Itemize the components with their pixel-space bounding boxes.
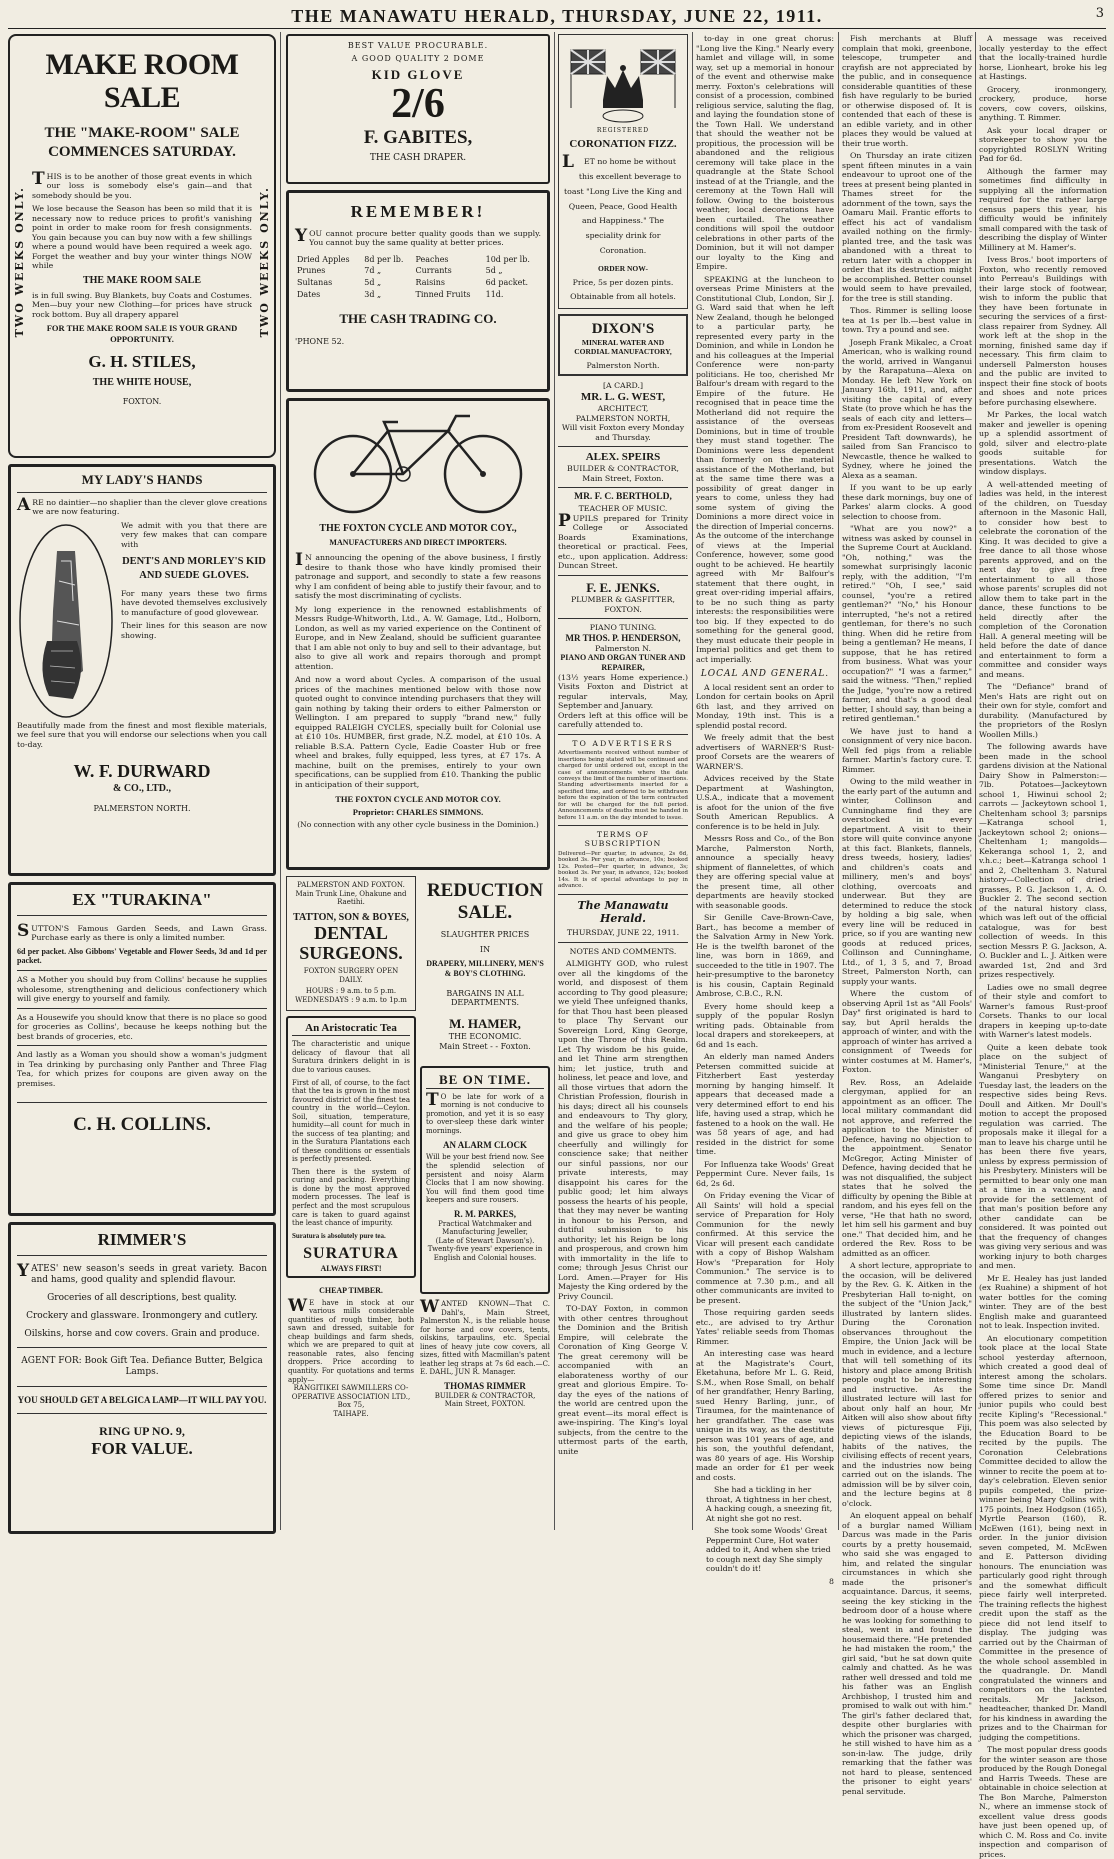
col4-p3: A local resident sent an order to London for certain books on April 6th last, and they arrived on Monday, 19th inst. This is a splendid postal record. xyxy=(696,682,834,730)
ad-gabites xyxy=(286,34,550,184)
col5-p11: A short lecture, appropriate to the occasion, will be delivered by the Rev. G. K. Aitken in the Presbyterian Hall to-night, on the subject of the "Union Jack," illustrated by lantern slides. During the Coronation observances throughout the Empire, the Union Jack will be much in evidence, and a lecture that will tell something of its history and place among British people ought to be interesting and instructive. As the illustrated lecture will last for about only half an hour, Mr Aitken will also show about fifty views of picturesque Fiji, depicting views of the islands, habits of the natives, the civilising effects of recent years, and the industries now being carried out on the islands. The admission will be by silver coin, and the lecture begins at 8 o'clock. xyxy=(842,1261,972,1508)
col4-verse-1: She had a tickling in her throat, A tightness in her chest, A hacking cough, a sneezing fit, At night she got no rest. xyxy=(706,1485,833,1523)
cash-trading-phone: 'PHONE 52. xyxy=(295,336,345,346)
masthead-rule xyxy=(8,28,1106,29)
col4-p2: SPEAKING at the luncheon to overseas Prime Ministers at the Constitutional Club, London, Sir J. G. Ward said that when he left New Zealand, though he belonged to a particular party, he represented every party in the Dominion, and while in London he and his colleagues at the Imperial Conference were non-party politicians. He too, cherished Mr Balfour's dream with regard to the Empire of the future. He recognised that in peace time the Motherland did not require the assistance of the overseas Dominions, but in time of trouble they must stand together. The Dominions were less dependent than formerly on the material assistance of the Motherland, but at the same time there was a possibility of great danger in years to come, unless they had some system of giving the Dominions a more direct voice in the direction of Imperial concerns. As the outcome of the interchange of views at the Imperial Conference, however, some good ought to be achieved. He heartily agreed with Mr Balfour's statement that there ought, in great over-riding imperial affairs, to be no such thing as party interests: the responsibilities were too big. If they expected to do something for the general good, they must educate their people in Imperial politics and get them to act imperially. xyxy=(696,274,834,664)
col5-p1: Fish merchants at Bluff complain that moki, greenbone, telescope, trumpeter and crayfish are not appreciated by the public, and in consequence considerable quantities of these fish have regularly to be buried or otherwise disposed of. It is contended that each of these is an edible variety, and in other places they would be valued at their true worth. xyxy=(842,34,972,148)
ad-jenks xyxy=(558,580,688,615)
gabites-l2: A GOOD QUALITY 2 DOME xyxy=(351,53,485,63)
cash-trading-title: REMEMBER! xyxy=(350,202,486,221)
col6-p14: The most popular dress goods for the winter season are those produced by the Rough Donegal and Harris Tweeds. These are obtainable in choice selection at The Bon Marche, Palmerston N., where an immense stock of excellent value dress goods have just been opened up, of which C. M. Ross and Co. invite inspection and comparison of prices. xyxy=(979,1745,1107,1859)
gabites-l3: KID GLOVE xyxy=(371,66,465,82)
suratura-brand: SURATURA xyxy=(303,1245,399,1263)
gabites-l1: BEST VALUE PROCURABLE. xyxy=(347,41,489,50)
item-cell: Dried Apples xyxy=(297,254,350,264)
dahl-notice: WANTED KNOWN—That C. Dahl's, Main Street, Palmerston N., is the reliable house for horse and cow covers, tents, oilskins, tarpaulins, etc. Special lines of heavy jute cow covers, all sizes, fitted with Macmillan's patent leather leg straps at 7s 6d each.—C. E. DAHL, JUN R. Manager. xyxy=(420,1297,550,1377)
column-divider xyxy=(838,32,839,1530)
col5-p2: On Thursday an irate citizen spent fifteen minutes in a vain endeavour to uproot one of the trees at present being planted in Thames street for the adornment of the town, says the Oamaru Mail. Frantic efforts to effect his act of vandalism availed nothing on the firmly-planted tree, and the task was abandoned with a threat to return later with a chopper in order that its destruction might be accomplished. Better counsel would seem to have prevailed, for the tree is still standing. xyxy=(842,151,972,303)
col6-p2: Grocery, ironmongery, crockery, produce, horse covers, cow covers, oilskins, anything. T. Rimmer. xyxy=(979,84,1107,122)
ad-cash-trading xyxy=(286,190,550,392)
column-divider xyxy=(280,32,281,1530)
tatton-l2: Main Trunk Line, Ohakune and Raetihi. xyxy=(295,889,407,907)
item-cell: Dates xyxy=(297,289,321,299)
item-cell: Sultanas xyxy=(297,278,333,288)
henderson-name: MR THOS. P. HENDERSON, xyxy=(565,632,681,643)
suratura-p2: First of all, of course, to the fact that the tea is grown in the most favoured district of the finest tea country in the world—Ceylon. Soil, situation, temperature, humidity—all count for much in the success of tea planting; and in the Suratura Plantations each of these conditions or essentials is perfectly presented. xyxy=(292,1078,410,1164)
gabites-sub: THE CASH DRAPER. xyxy=(369,152,467,163)
ad-rimmer xyxy=(8,1222,276,1534)
price-row xyxy=(295,265,541,277)
parkes-alarm: AN ALARM CLOCK xyxy=(442,1139,527,1150)
berthold-p1: PUPILS prepared for Trinity College or Associated Boards Examinations, theoretical or practical. Fees, etc., upon application. Address: Duncan Street. xyxy=(558,510,688,571)
rimmer-line-2: Crockery and glassware. Ironmongery and cutlery. xyxy=(26,1310,258,1321)
durward-firm: W. F. DURWARD xyxy=(73,761,211,782)
ad-collins xyxy=(8,882,276,1216)
masthead: THE MANAWATU HERALD, THURSDAY, JUNE 22, 1911. xyxy=(291,6,823,26)
make-room-sale-banner: MAKE ROOM SALE xyxy=(45,48,239,114)
fizz-hotels: Obtainable from all hotels. xyxy=(570,291,676,301)
fizz-price: Price, 5s per dozen pints. xyxy=(572,278,674,288)
berthold-title: TEACHER OF MUSIC. xyxy=(578,504,668,514)
hamer-firm: M. HAMER, xyxy=(449,1016,521,1032)
parkes-exp: Twenty-five years' experience in English and Colonial houses. xyxy=(427,1245,543,1262)
col4-p9: An elderly man named Anders Petersen committed suicide at Fitzherbert East yesterday morning by hanging himself. It appears that deceased made a very determined effort to end his life, having used a strap, which he fastened to a hook on the wall. He was 58 years of age, and had resided in the district for some time. xyxy=(696,1052,834,1157)
rimmer-title: RIMMER'S xyxy=(17,1230,267,1256)
durward-brand: DENT'S AND MORLEY'S KID AND SUEDE GLOVES. xyxy=(122,556,266,581)
hamer-sub: SLAUGHTER PRICES xyxy=(440,929,530,939)
ad-berthold xyxy=(558,492,688,570)
col6-p11: Quite a keen debate took place on the subject of "Ministerial Tenure," at the Wanganui Presbytery on Tuesday last, the leaders on the respective sides being Revs. Doull and Aitken. Mr Doull's motion to accept the proposed regulation was carried. The proposals make it illegal for a man to leave his charge until he has been there five years, unless by express permission of his Presbytery. Ministers will be permitted to bear only one man at a time in a vacancy, and provide for the settlement of that man's position before any other candidate can be considered. It was pointed out that the frequency of changes was giving very serious and was working injury to both charges and men. xyxy=(979,1042,1107,1270)
ad-speirs xyxy=(558,451,688,483)
durward-p4: Their lines for this season are now showing. xyxy=(121,621,267,640)
stiles-house: THE WHITE HOUSE, xyxy=(92,376,192,388)
gabites-price: 2/6 xyxy=(391,81,445,128)
rimmer-p1: YATES' new season's seeds in great variety. Bacon and hams, good quality and splendid flavour. xyxy=(17,1260,267,1285)
column-4 xyxy=(696,34,834,1586)
col5-p12: An eloquent appeal on behalf of a burglar named William Darcus was made in the Paris courts by a pretty housemaid, who said she was engaged to him, and related the singular circumstances in which she made the prisoner's acquaintance. Darcus, it seems, seeing the key sticking in the bedroom door of a house where he was looking for something to steal, went in and found the housemaid there. "He pretended he had mistaken the room," the girl said, "but he sat down quite calmly and chatted. As he was rather well dressed and told me his father was an English Archbishop, I trusted him and promised to walk out with him." The girl's father declared that, despite other burglaries with which the prisoner was charged, he still wished to have him as a son-in-law. The judge, drily remarking that the father was not hard to please, sentenced the prisoner to eight years' penal servitude. xyxy=(842,1511,972,1796)
henderson-p1: (13½ years Home experience.) Visits Foxton and District at regular intervals, May, September and January. xyxy=(558,672,688,711)
advertisers-title: TO ADVERTISERS xyxy=(572,738,674,748)
subscription-title: TERMS OF SUBSCRIPTION xyxy=(584,829,662,849)
henderson-town: Palmerston N. xyxy=(595,643,651,653)
stiles-p1: THIS is to be another of those great events in which our loss is somebody else's gain—and that somebody should be you. xyxy=(32,168,252,200)
price-cell: 7d „ xyxy=(364,266,382,276)
suratura-p3: Then there is the system of curing and packing. Everything is done by the most approved modern processes. The leaf is perfect and the most scrupulous care is taken to guard against the least chance of impurity. xyxy=(292,1167,410,1228)
jenks-title: PLUMBER & GASFITTER, xyxy=(570,595,676,605)
suratura-title: An Aristocratic Tea xyxy=(292,1022,410,1036)
tatton-firm: TATTON, SON & BOYES, xyxy=(293,911,409,923)
cycle-sub: MANUFACTURERS AND DIRECT IMPORTERS. xyxy=(329,537,507,547)
price-cell: 10d per lb. xyxy=(485,254,530,264)
price-row xyxy=(295,277,541,289)
ad-hamer xyxy=(420,876,550,1066)
price-cell: 11d. xyxy=(485,289,504,299)
berthold-name: MR. F. C. BERTHOLD, xyxy=(574,492,672,503)
price-cell: 5d „ xyxy=(364,278,382,288)
subscription-p1: Delivered—Per quarter, in advance, 2s 6d, booked 3s. Per year, in advance, 10s; booked 12s. Posted—Per quarter, in advance, 3s; booked 3s. Per year, in advance, 12s; booked 14s. It is of special advantage to pay in advance. xyxy=(558,850,688,890)
rimmer-ring: RING UP NO. 9, xyxy=(99,1424,185,1439)
column-5 xyxy=(842,34,972,1796)
collins-title: EX "TURAKINA" xyxy=(17,890,267,916)
west-p1: Will visit Foxton every Monday and Thursday. xyxy=(561,423,685,442)
col4-p6: Messrs Ross and Co., of the Bon Marche, Palmerston North, announce a specially heavy shipment of flannelettes, of which they are offering special value at the present time, all other departments are heavily stocked with seasonable goods. xyxy=(696,834,834,910)
column-2 xyxy=(286,34,550,1530)
gloves-illustration-icon xyxy=(17,521,115,721)
jenks-town: FOXTON. xyxy=(604,604,642,614)
stiles-call: FOR THE MAKE ROOM SALE IS YOUR GRAND OPPORTUNITY. xyxy=(46,323,238,344)
col5-p7: We have just to hand a consignment of very nice bacon. Well fed pigs from a reliable farmer. Martin's factory cure. T. Rimmer. xyxy=(842,726,972,774)
fizz-p1: LET no home be without this excellent beverage to toast "Long Live the King and Queen, Peace, Good Health and Happiness." The speciality drink for Coronation. xyxy=(562,152,682,256)
fizz-order: ORDER NOW- xyxy=(598,263,648,273)
col4-p8: Every home should keep a supply of the popular Roslyn writing pads. Obtainable from local drapers and storekeepers, at 6d and 1s each. xyxy=(696,1001,834,1049)
price-table xyxy=(295,254,541,301)
col6-p12: Mr E. Healey has just landed (ex Ruahine) a shipment of hot water bottles for the coming winter. They are of the best English make and guaranteed not to leak. Inspection invited. xyxy=(979,1273,1107,1330)
col6-p9: The following awards have been made in the school gardens division at the National Dairy Show in Palmerston:—7lb. Potatoes—Jackeytown school 1, Hiwinui school 2; carrots — Jackeytown school 1, Cheltenham school 3; parsnips—Katranga school 1, Jackeytown school 2; onions—Cheltenham 1; mangolds—Kekeranga school 1, 2, and v.h.c.; beet—Katranga school 1 and 2, Cheltenham 3. Natural history—Collection of dried grasses, P. G. Jackson 1, A. O. Buckler 2. The second section of the natural history class, which was left out of the official catalogue, was for best collection of weeds. In this section Messrs P. G. Jackson, A. O. Buckler and L. J. Aitken were awarded 1st, 2nd and 3rd prizes respectively. xyxy=(979,742,1107,979)
col5-p9: Where the custom of observing April 1st as "All Fools' Day" first originated is hard to say, but April heralds the approach of winter, and with the approach of winter has arrived a consignment of Tweeds for winter costumes at M. Hamer's, Foxton. xyxy=(842,989,972,1074)
ad-stiles xyxy=(8,34,276,458)
hamer-bargains: BARGAINS IN ALL DEPARTMENTS. xyxy=(446,988,524,1008)
durward-p1: ARE no daintier—no shaplier than the clever glove creations we are now featuring. xyxy=(17,494,267,517)
speirs-addr: Main Street, Foxton. xyxy=(582,473,664,483)
col6-p4: Although the farmer may sometimes find difficulty in supplying all the information required for the rather large census papers this year, his difficulty would be infinitely small compared with the task of describing the display of Winter Millinery at M. Hamer's. xyxy=(979,166,1107,252)
notes-heading: NOTES AND COMMENTS. xyxy=(569,946,677,956)
editorial-coronation: TO-DAY Foxton, in common with other centres throughout the Dominion and the British Empire, will celebrate the Coronation of King George V. The great ceremony will be accompanied with an elaborateness worthy of our great and glorious Empire. To-day the eyes of the nations of the world are centred upon the great event—its moral effect is awe-inspiring. The King's loyal subjects, from the centre to the uttermost parts of the earth, unite xyxy=(558,1304,688,1456)
parkes-late: (Late of Stewart Dawson's). xyxy=(435,1236,535,1245)
ad-henderson xyxy=(558,623,688,729)
hamer-in: IN xyxy=(479,945,491,955)
price-row xyxy=(295,254,541,266)
herald-title: The Manawatu Herald. xyxy=(577,898,669,925)
rimmer-line-1: Groceries of all descriptions, best quality. xyxy=(47,1292,237,1303)
henderson-tuning: PIANO TUNING. xyxy=(589,623,657,633)
herald-date: THURSDAY, JUNE 22, 1911. xyxy=(566,928,680,938)
rimmer-value: FOR VALUE. xyxy=(91,1439,193,1459)
advertisers-p1: Advertisements received without number of insertions being stated will be continued and charged for until ordered out, except in the case of announcements where the date conveys the limit of the number of insertions. Standing advertisements inserted for a specified time, and ordered to be withdrawn before the expiration of the term contracted for will be charged for the full period. Announcements of deaths must be handed in before 11 a.m. on the day intended to issue. xyxy=(558,750,688,821)
advertisers-notice xyxy=(558,739,688,821)
item-cell: Raisins xyxy=(415,278,445,288)
col4-p10: For Influenza take Woods' Great Peppermint Cure. Never fails, 1s 6d, 2s 6d. xyxy=(696,1159,834,1188)
suratura-p4: Suratura is absolutely pure tea. xyxy=(292,1231,386,1240)
ad-west xyxy=(558,381,688,442)
cash-trading-p1: YOU cannot procure better quality goods than we supply. You cannot buy the same quality at better prices. xyxy=(295,225,541,248)
col5-p10: Rev. Ross, an Adelaide clergyman, applied for an appointment as an officer. The local military commandant did not approve, and referred the application to the Minister of Defence, having no objection to the appointment. Senator McGregor, Acting Minister of Defence, having decided that he was not disqualified, the subject states that he solved the difficulty by opening the Bible at random, and his eyes fell on the verse, "He that hath no sword, let him sell his garment and buy one." That decided him, and he ordered the Rev. Ross to be admitted as an officer. xyxy=(842,1077,972,1258)
price-cell: 6d packet. xyxy=(485,278,529,288)
collins-p1: SUTTON'S Famous Garden Seeds, and Lawn Grass. Purchase early as there is only a limited number. xyxy=(17,920,267,943)
west-card: [A CARD.] xyxy=(602,381,644,391)
stiles-headline: THE "MAKE-ROOM" SALE COMMENCES SATURDAY. xyxy=(44,125,240,160)
ad-tatton-dental xyxy=(286,876,416,1011)
thomas-rimmer-firm: THOMAS RIMMER xyxy=(444,1380,526,1391)
col4-p11: On Friday evening the Vicar of All Saints' will hold a special service of Preparation for Holy Communion for the newly confirmed. At this service the Vicar will present each candidate with a copy of Bishop Walsham How's "Preparation for Holy Communion." The service is to commence at 7.30 p.m., and all other communicants are invited to be present. xyxy=(696,1191,834,1305)
column-3 xyxy=(558,34,688,1530)
collins-p3: As a Housewife you should know that there is no place so good for groceries as Collins', because he keeps nothing but the best brands of groceries, etc. xyxy=(17,1012,267,1041)
tatton-open: FOXTON SURGERY OPEN DAILY. xyxy=(303,967,399,984)
editorial-prayer: ALMIGHTY GOD, who rulest over all the kingdoms of the world, and disposest of them according to Thy good pleasure; we yield Thee unfeigned thanks, for that Thou hast been pleased to place Thy Servant our Sovereign Lord, King George, upon the Throne of this Realm. Let Thy wisdom be his guide, and let Thine arm strengthen him; let justice, truth and holiness, let peace and love, and all those virtues that adorn the Christian Profession, flourish in his days; direct all his counsels and endeavours to Thy glory, and the welfare of his people; and give us grace to obey him cheerfully and willingly for conscience sake; that neither our sinful passions, nor our private interests, may disappoint his cares for the public good; let him always possess the hearts of his people, that they may never be wanting in honour to his Person, and dutiful submission to his authority; let his Reign be long and prosperous, and crown him with immortality in the life to come; through Jesus Christ our Lord. Amen.—Prayer for His Majesty the King ordered by the Privy Council. xyxy=(558,959,688,1301)
col6-p6: Mr Parkes, the local watch maker and jeweller is opening up a splendid assortment of gold, silver and electro-plate goods suitable for presentations. Watch the window displays. xyxy=(979,410,1107,476)
subscription-notice xyxy=(558,830,688,890)
col5-p5: If you want to be up early these dark mornings, buy one of Parkes' alarm clocks. A good selection to choose from. xyxy=(842,483,972,521)
item-cell: Prunes xyxy=(297,266,326,276)
dixon-town: Palmerston North. xyxy=(586,360,660,370)
local-general-heading: LOCAL AND GENERAL. xyxy=(700,669,830,679)
price-row xyxy=(295,289,541,301)
ad-dixons xyxy=(558,314,688,376)
page-number: 3 xyxy=(1095,6,1104,21)
collins-p4: And lastly as a Woman you should show a woman's judgment in Tea drinking by purchasing only Panther and Three Flag Tea, for which prizes for coupons are given away on the premises. xyxy=(17,1050,267,1088)
item-cell: Currants xyxy=(415,266,452,276)
cycle-p3: And now a word about Cycles. A comparison of the usual prices of the machines mentioned below with those now quoted ought to convince intending purchasers that they will gain nothing by taking their orders to either Palmerston or Wellington. I am prepared to supply "brand new," fully equipped RALEIGH CYCLES, specially built for Colonial use at £10 10s. HUMBER, first grade, N.Z. model, at £10 10s. A reliable B.S.A. Pattern Cycle, Eadie Coaster Hub or free wheel and brakes, fully equipped, less tyres, at £7 17s. A machine, built on the premises, entirely to your own specifications, can be supplied from £10. Thanking the public in anticipation of their support, xyxy=(295,675,541,789)
durward-town: PALMERSTON NORTH. xyxy=(93,803,191,813)
collins-firm: C. H. COLLINS. xyxy=(17,1102,267,1136)
col4-p7: Sir Genille Cave-Brown-Cave, Bart., has become a member of the Salvation Army in New York. He is the twelfth baronet of the line, was born in 1869, and succeeded to the title in 1907. The heir-presumptive to the baronetcy is his cousin, Captain Reginald Ambrose, C.B.C., R.N. xyxy=(696,913,834,999)
parkes-firm: R. M. PARKES, xyxy=(453,1208,517,1219)
price-cell: 3d „ xyxy=(364,289,382,299)
bicycle-icon xyxy=(298,406,538,516)
col5-p3: Thos. Rimmer is selling loose tea at 1s per lb.—best value in town. Try a pound and see. xyxy=(842,306,972,334)
collins-p1b: 6d per packet. Also Gibbons' Vegetable and Flower Seeds, 3d and 1d per packet. xyxy=(17,946,267,966)
suratura-tag: ALWAYS FIRST! xyxy=(320,1263,382,1273)
col4-p12: Those requiring garden seeds etc., are advised to try Arthur Yates' reliable seeds from Thomas Rimmer. xyxy=(696,1308,834,1346)
timber-title: CHEAP TIMBER. xyxy=(319,1286,383,1295)
col5-p6: "What are you now?" a witness was asked by counsel in the Supreme Court at Auckland. "Oh, nothing," was the somewhat surprisingly laconic reply, with the addition, "I'm retired." "Oh, I see," said counsel, "you're a retired gentleman?" "No," his Honour interrupted, "he's not a retired gentleman, for there's no such thing. When did he retire from being a gentleman? He means, I suppose, that he has retired from business. What was your occupation?" "I was a farmer," said the witness. "Then," replied the Judge, "you're now a retired farmer, and that's a good deal better, I should say, than being a retired gentleman." xyxy=(842,524,972,723)
col6-p5: Ivess Bros.' boot importers of Foxton, who recently removed into Perreau's Buildings with their large stock of footwear, wish to inform the public that they have been fortunate in securing the services of a first-class repairer from Sydney. All work left at the shop in the morning, finished same day if necessary. This firm claim to undersell Palmerston houses and the public are invited to inspect their fine stock of boots and shoes and note prices before purchasing elsewhere. xyxy=(979,255,1107,407)
rimmer-agent: AGENT FOR: Book Gift Tea. Defiance Butter, Belgica Lamps. xyxy=(21,1355,263,1377)
side-banner-right: TWO WEEKS ONLY. xyxy=(257,186,271,338)
hamer-econ: THE ECONOMIC. xyxy=(448,1032,522,1042)
col4-p4: We freely admit that the best advertisers of WARNER'S Rust-proof Corsets are the wearers of WARNER'S. xyxy=(696,733,834,771)
collins-p2: AS a Mother you should buy from Collins' because he supplies wholesome, strengthening and delicious confectionery which will give energy to yourself and family. xyxy=(17,975,267,1004)
col6-p10: Ladies owe no small degree of their style and comfort to Warner's famous Rust-proof Corsets. Thanks to our local drapers in keeping up-to-date with Warner's latest models. xyxy=(979,982,1107,1039)
west-title: ARCHITECT, xyxy=(597,404,649,414)
col6-p13: An elocutionary competition took place at the local State school yesterday afternoon, which created a good deal of interest among the scholars. Some time since Dr. Mandl offered prizes to senior and junior pupils who could best recite Kipling's "Recessional." This poem was also selected by the Education Board to be recited by the pupils. The Coronation Celebrations Committee decided to allow the winner to recite the poem at to-day's celebration. Eleven senior pupils competed, the prize-winner being Mary Collins with 175 points, Inez Hodgson (165), Myrtle Pearson (160), R. McEwen (161), being next in order. In the junior division seven competed, M. McEwen and E. Patterson dividing honours. The enunciation was particularly good right through and the somewhat difficult piece fairly well interpreted. The training reflects the highest credit upon the staff as the piece did not lend itself to display. The judging was carried out by the Chairman of Committee in the presence of the whole school assembled in the quadrangle. Dr. Mandl congratulated the winners and competitors on the talented recitals. Mr Jackson, headteacher, thanked Dr. Mandl for his kindness in awarding the prizes and to the Chairman for judging the competitions. xyxy=(979,1333,1107,1742)
column-divider xyxy=(692,32,693,1530)
item-cell: Tinned Fruits xyxy=(415,289,471,299)
tatton-hours: HOURS : 9 a.m. to 5 p.m. xyxy=(305,987,397,996)
timber-town: TAIHAPE. xyxy=(333,1409,369,1418)
cycle-p1: IN announcing the opening of the above business, I firstly desire to thank those who have kindly promised their patronage and support, and secondly to state a few reasons why I am confident of being able to justify their favour, and to satisfy the most discriminating of cyclists. xyxy=(295,550,541,601)
timber-box: Box 75, xyxy=(337,1401,365,1410)
hamer-addr: Main Street - - Foxton. xyxy=(439,1041,531,1051)
stiles-firm: G. H. STILES, xyxy=(88,351,196,371)
cycle-prop: Proprietor: CHARLES SIMMONS. xyxy=(352,806,484,817)
suratura-p1: The characteristic and unique delicacy of flavour that all Suratura drinkers delight in is due to various causes. xyxy=(292,1040,410,1074)
timber-p1: WE have in stock at our various mills considerable quantities of rough timber, both sawn and dressed, suitable for cheap buildings and farm sheds, which we are prepared to quit at reasonable rates, also fencing droppers. Price according to quantity. For quotations and terms apply— xyxy=(288,1295,414,1384)
col4-verse-2: She took some Woods' Great Peppermint Cure, Hot water added to it, And when she tried to cough next day She simply couldn't do it! xyxy=(706,1526,831,1574)
parkes-sub: Practical Watchmaker and Manufacturing Jeweller, xyxy=(438,1219,532,1237)
speirs-name: ALEX. SPEIRS xyxy=(585,451,661,464)
tatton-wed: WEDNESDAYS : 9 a.m. to 1p.m xyxy=(295,995,407,1004)
durward-p2: We admit with you that there are very few makes that can compare with xyxy=(121,520,267,549)
durward-title: MY LADY'S HANDS xyxy=(17,472,267,493)
parkes-title: BE ON TIME. xyxy=(426,1072,544,1089)
durward-co: & CO., LTD., xyxy=(113,783,171,795)
col6-p8: The "Defiance" brand of Men's Hats are right out on their own for style, comfort and durability. (Manufactured by the proprietors of the Roslyn Woollen Mills.) xyxy=(979,682,1107,739)
thomas-rimmer-addr: Main Street, FOXTON. xyxy=(444,1400,526,1409)
rimmer-lamp: YOU SHOULD GET A BELGICA LAMP—IT WILL PAY YOU. xyxy=(17,1394,267,1405)
column-divider xyxy=(554,32,555,1530)
hamer-title: REDUCTION SALE. xyxy=(426,880,544,923)
stiles-sale-title: THE MAKE ROOM SALE xyxy=(82,274,202,286)
gabites-firm: F. GABITES, xyxy=(363,127,473,149)
ad-parkes xyxy=(420,1066,550,1294)
cash-trading-firm: THE CASH TRADING CO. xyxy=(339,310,497,326)
col4-p13: An interesting case was heard at the Magistrate's Court, Eketahuna, before Mr L. G. Reid, S.M., when Rose Small, on behalf of her grandfather, Henry Barling, sued Henry Barling, junr., of Tiraumea, for the maintenance of her grandfather. The case was unique in its way, as the destitute person was 101 years of age, and his son, the youthful defendant, was 80 years of age. His Worship made an order for £1 per week and costs. xyxy=(696,1349,834,1482)
parkes-p1: TO be late for work of a morning is not conducive to promotion, and yet it is so easy to over-sleep these dark winter mornings. xyxy=(426,1089,544,1135)
henderson-p2: Orders left at this office will be carefully attended to. xyxy=(558,710,688,730)
west-town: PALMERSTON NORTH, xyxy=(575,413,671,423)
ad-coronation-fizz xyxy=(558,34,688,309)
hamer-lines: DRAPERY, MILLINERY, MEN'S & BOY'S CLOTHING. xyxy=(426,959,544,978)
editorial xyxy=(558,899,688,1457)
rimmer-line-3: Oilskins, horse and cow covers. Grain and produce. xyxy=(24,1328,260,1339)
cycle-title: THE FOXTON CYCLE AND MOTOR COY., xyxy=(319,522,517,534)
timber-firm: RANGITIKEI SAWMILLERS CO-OPERATIVE ASSOCIATION LTD., xyxy=(291,1384,411,1401)
cycle-firm: THE FOXTON CYCLE AND MOTOR COY. xyxy=(335,794,501,805)
column-1 xyxy=(8,34,276,1530)
fizz-title: CORONATION FIZZ. xyxy=(569,137,677,150)
col4-p5: Advices received by the State Department at Washington, U.S.A., indicate that a movement is afoot for the union of the five South American Republics. A conference is to be held in July. xyxy=(696,774,834,831)
price-cell: 5d „ xyxy=(485,266,503,276)
west-name: MR. L. G. WEST, xyxy=(580,390,666,403)
col6-p1: A message was received locally yesterday to the effect that the locally-trained hurdle horse, Lionheart, broke his leg at Hastings. xyxy=(979,34,1107,81)
tatton-l1: PALMERSTON AND FOXTON. xyxy=(297,881,405,889)
col6-p7: A well-attended meeting of ladies was held, in the interest of the children, on Tuesday afternoon in the Masonic Hall, to consider how best to celebrate the coronation of the King. It was decided to give a free dance to all those whose parents approved, and on the next day to give a free entertainment to all those whose parents' scruples did not allow them to take part in the dance, these functions to be held directly after the completion of the Coronation Hall. A general meeting will be held before the date of dance and entertainment to form a committee and consider ways and means. xyxy=(979,479,1107,679)
cycle-note: (No connection with any other cycle business in the Dominion.) xyxy=(297,820,539,830)
ad-foxton-cycle xyxy=(286,398,550,870)
column-divider xyxy=(975,32,976,1530)
durward-p5: Beautifully made from the finest and most flexible materials, we feel sure that you will endorse our selections when you call to-day. xyxy=(17,720,267,749)
ad-suratura xyxy=(286,1016,416,1278)
tatton-big: DENTAL SURGEONS. xyxy=(299,922,403,963)
col5-p8: Owing to the mild weather in the early part of the autumn and winter, Collinson and Cunninghame find they are overstocked in every department. A visit to their store will quite convince anyone at this fact. Blankets, flannels, dress tweeds, hosiery, ladies' and children's coats and millinery, men's and boys' clothing, overcoats and underwear. But they are determined to reduce the stock by holding a big sale, when every line will be reduced in price, so if you are wanting new goods at reduced prices, Collinson and Cunninghame, Ltd., of 1, 3 5, and 7, Broad Street, Palmerston North, can supply your wants. xyxy=(842,777,972,986)
column-6 xyxy=(979,34,1107,1859)
cycle-p2: My long experience in the renowned establishments of Messrs Rudge-Whitworth, Ltd., A. W. Gamage, Ltd., Holborn, London, as well as my varied experience on the Continent of Europe, and in New Zealand, should be sufficient guarantee that I am able not only to buy and sell to their advantage, but also to give all work and repairs thorough and prompt attention. xyxy=(295,604,541,671)
col4-sig: 8 xyxy=(829,1576,834,1586)
dixon-firm: DIXON'S xyxy=(591,321,655,338)
crown-flags-icon xyxy=(563,38,683,124)
side-banner-left: TWO WEEKS ONLY. xyxy=(13,186,26,338)
fizz-crest: REGISTERED xyxy=(596,126,650,134)
item-cell: Peaches xyxy=(415,254,449,264)
ad-durward xyxy=(8,464,276,876)
jenks-name: F. E. JENKS. xyxy=(586,579,660,595)
durward-p3: For many years these two firms have devoted themselves exclusively to manufacture of good glovewear. xyxy=(121,588,267,617)
stiles-p2: We lose because the Season has been so mild that it is necessary now to reduce prices to profit's vanishing point in order to make room for fresh consignments. You gain because you can buy now with a few shillings where a pound would have been required a week ago. Forget the weather and buy your winter things NOW while xyxy=(32,204,252,270)
henderson-title: PIANO AND ORGAN TUNER AND REPAIRER, xyxy=(560,653,686,673)
ad-timber xyxy=(286,1284,416,1420)
stiles-p3: is in full swing. Buy Blankets, buy Coats and Costumes. Men—buy your new Clothing—for prices have struck rock bottom. Buy all drapery apparel xyxy=(32,290,252,319)
thomas-rimmer-sub: BUILDER & CONTRACTOR, xyxy=(434,1391,536,1400)
col5-p4: Joseph Frank Mikalec, a Croat American, who is walking round the world, arrived in Wanganui by the Rarapatuna—Alexa on Monday. He left New York on January 16th, 1911, and, after visiting the capital of every State (to prove which he has the seals of each city and letters—from ex-President Roosevelt and President Taft downwards), he sailed from San Francisco to Newcastle, thence he walked to Sydney, where he joined the Alexa as a seaman. xyxy=(842,337,972,480)
stiles-town: FOXTON. xyxy=(122,396,162,406)
col4-p1: to-day in one great chorus: "Long live the King." Nearly every hamlet and village will, in some way, set up a memorial in honour of the event and otherwise make merry. Foxton's celebrations will consist of a procession, combined religious service, saluting the flag, and laying the foundation stone of the Town Hall. We understand that should the weather not be propitious, the procession will be abandoned and the religious ceremony will take place in the quadrangle at the State School instead of at the Triangle, and the ceremony at the Town Hall will follow. Owing to the boisterous weather, local decorations have been curtailed. The weather conditions will spoil the outdoor celebrations in other parts of the Dominion, but it will not damper our loyalty to the King and Empire. xyxy=(696,34,834,271)
dixon-sub: MINERAL WATER AND CORDIAL MANUFACTORY, xyxy=(574,338,672,357)
speirs-title: BUILDER & CONTRACTOR, xyxy=(566,464,680,474)
price-cell: 8d per lb. xyxy=(364,254,404,264)
col6-p3: Ask your local draper or storekeeper to show you the copyrighted ROSLYN Writing Pad for 6d. xyxy=(979,125,1107,163)
parkes-p2: Will be your best friend now. See the splendid selection of persistent and noisy Alarm Clocks that I am now showing. You will find them good time keepers and sure rousers. xyxy=(426,1153,544,1205)
